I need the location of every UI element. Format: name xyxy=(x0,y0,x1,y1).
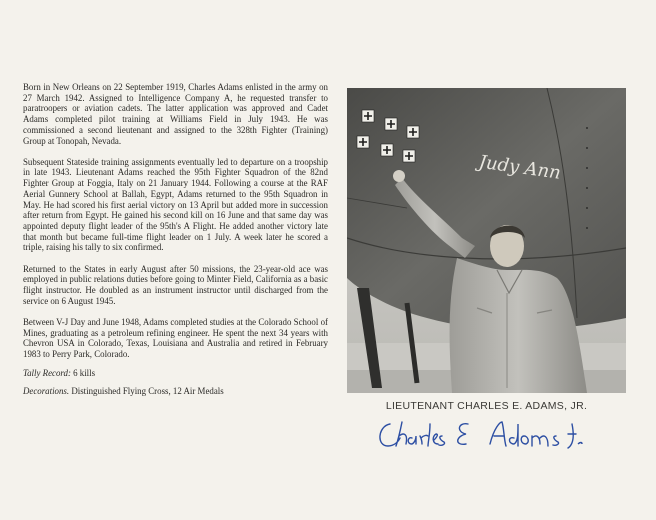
tally-label: Tally Record: xyxy=(23,367,71,378)
pilot-photograph xyxy=(347,88,626,393)
bio-paragraph-2: Subsequent Stateside training assignments eventually led to departure on a troopship in late 1943. Lieutenant Adams reached the 95th Fighter Squadron of the 82nd Fighter Group at Foggia, Italy on 21 January 1944. Following a course at the RAF Aerial Gunnery School at Ballah, Egypt, Adams returned to the 95th Squadron in May. He had scored his first aerial victory on 13 April but added more in succession after return from Egypt. He gained his second kill on 16 June and that same day was appointed deputy flight leader of the 95th's A Flight. He added another victory late that month but became full-time flight leader on 1 July. A week later he scored a triple, raising his tally to six confirmed. xyxy=(23,156,328,253)
tally-record xyxy=(23,368,328,379)
bio-paragraph-3: Returned to the States in early August after 50 missions, the 23-year-old ace was employed in public relations duties before going to Minter Field, California as a basic flight instructor. He doubled as an instrument instructor until discharged from the service on 6 August 1945. xyxy=(23,263,328,306)
signature xyxy=(372,414,612,456)
bio-paragraph-1: Born in New Orleans on 22 September 1919, Charles Adams enlisted in the army on 27 March 1942. Assigned to Intelligence Company A, he requested transfer to paratroopers or aviation cadets. The latter application was approved and Cadet Adams completed pilot training at Williams Field in July 1943. He was commissioned a second lieutenant and assigned to the 328th Fighter (Training) Group at Tonopah, Nevada. xyxy=(23,82,328,146)
decorations xyxy=(23,386,328,397)
decorations-value: Distinguished Flying Cross, 12 Air Medals xyxy=(71,386,224,397)
biography-text xyxy=(23,82,328,405)
bio-paragraph-4: Between V-J Day and June 1948, Adams completed studies at the Colorado School of Mines, graduating as a petroleum refining engineer. He spent the next 34 years with Chevron USA in Colorado, Texas, Louisiana and Australia and retired in February 1983 to Perry Park, Colorado. xyxy=(23,316,328,359)
nose-art-name: Judy Ann xyxy=(477,151,563,184)
decorations-label: Decorations. xyxy=(23,386,70,397)
photo-caption: LIEUTENANT CHARLES E. ADAMS, JR. xyxy=(385,400,588,412)
tally-value: 6 kills xyxy=(73,367,96,378)
